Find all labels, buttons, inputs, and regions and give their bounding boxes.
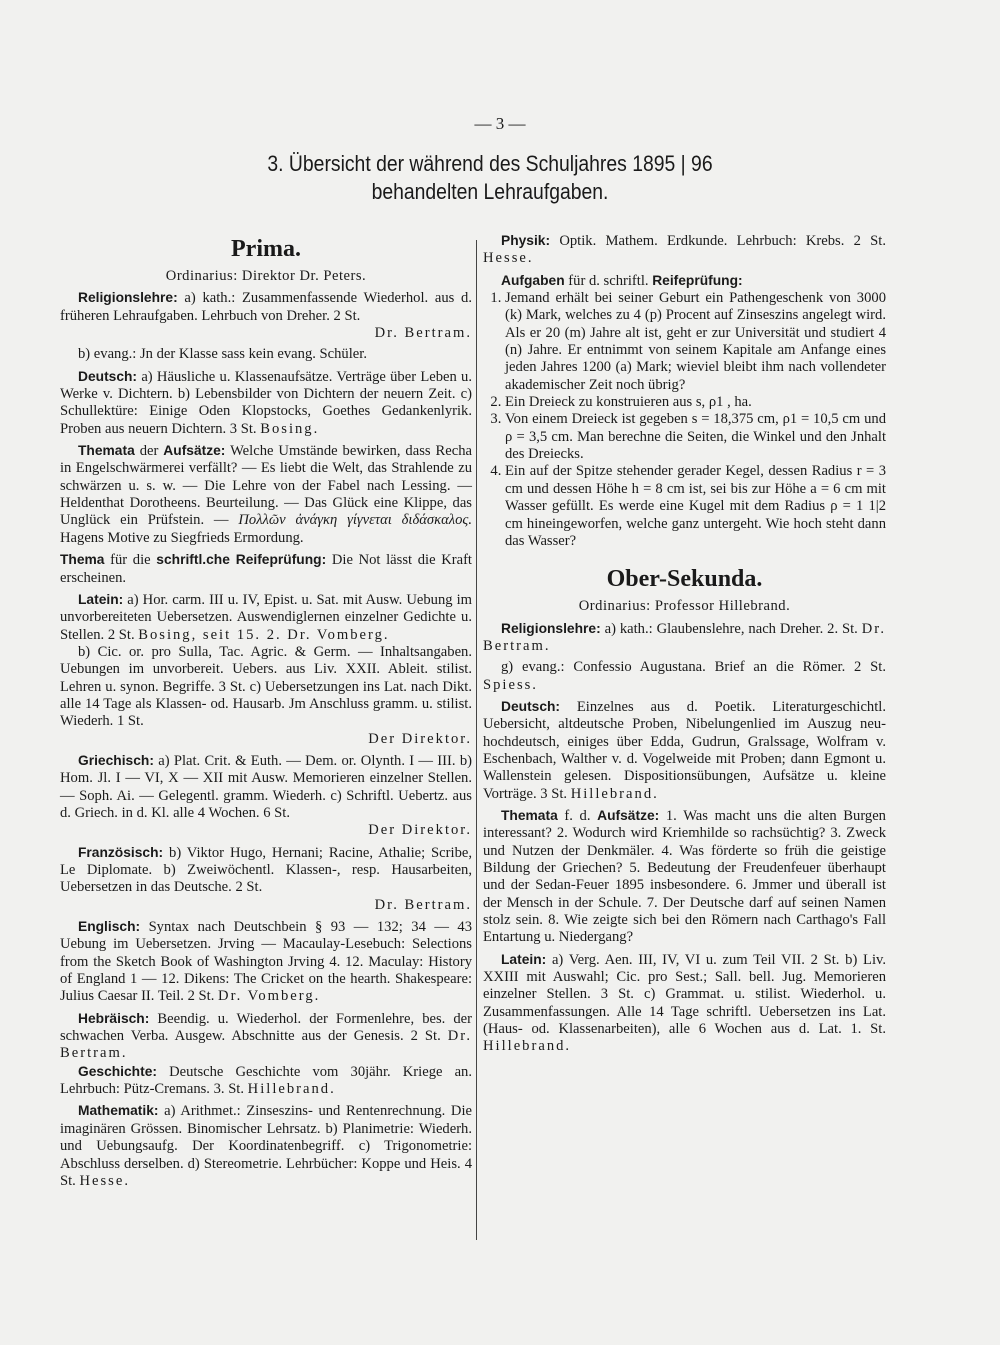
os-themata-label-2: Aufsätze: [597,807,660,823]
os-religion-teacher: Dr. Bertram. [483,620,886,654]
page-title-line-2: behandelten Lehraufgaben. [371,179,609,204]
themata-label: Themata [78,443,135,459]
ober-sekunda-ordinarius: Ordinarius: Professor Hillebrand. [578,598,791,615]
reife-thema-label-a: Thema [60,552,105,568]
os-evang-text: g) evang.: Confessio Augustana. Brief an die Römer. 2 St. [501,659,886,676]
os-themata-text: 1. Was macht uns die alten Burgen interessant? 2. Wodurch wird Kriemhilde so rachsüchtig? 3. Zweck und Nutzen der Denkmäler. 4. Was förderte so früh die geistige Bildung der Griechen? 5. Bedeutung der Freudenfeuer überhaupt und der Sedan-Feuer 1895 insbesondere. 6. Jmmer und überall ist der Mensch in der Schule. 7. Der Deutsche darf auf seinen Namen stolz sein. 8. Wie zeigte sich bei den Römern nach Carthago's Fall Entartung u. Niedergang? [483,807,886,946]
prima-geschichte [60,1063,472,1099]
prima-englisch [60,918,472,1006]
englisch-label: Englisch: [78,919,141,935]
mathematik-label: Mathematik: [78,1103,159,1119]
themata-greek: Πολλῶν ἀνάγκη γίγνεται διδάσκαλος. [238,512,472,529]
prima-aufgaben-heading [483,272,886,290]
prima-griechisch [60,752,472,822]
prima-hebraeisch [60,1010,472,1063]
reife-thema-label-b: für die [110,552,151,569]
os-deutsch-label: Deutsch: [501,698,561,714]
prima-heading: Prima. [231,236,301,262]
franzoesisch-text: b) Viktor Hugo, Hernani; Racine, Athalie; Scribe, Le Diplomate. b) Zweiwöchentl. Klassen-, resp. Hausarbeiten, Uebersetzen in das Deutsche. 2 St. [60,844,472,896]
prima-religion [60,289,472,325]
os-religion-label: Religionslehre: [501,620,601,636]
os-religion-evang [483,659,886,694]
aufgaben-list [483,290,886,550]
page-title [147,150,833,206]
page-title-line-1: 3. Übersicht der während des Schuljahres 1895 | 96 [267,151,713,176]
prima-latein [60,591,472,644]
aufgaben-label-plain: für d. schriftl. [568,272,649,289]
latein-text: a) Hor. carm. III u. IV, Epist. u. Sat. mit Ausw. Uebung im unvorbereiteten Uebersetzen. Auswendiglernen einzelner Gedichte u. Stellen. 2 St. [60,591,472,643]
deutsch-label: Deutsch: [78,368,138,384]
reife-thema-label-c: schriftl.che Reifeprüfung: [156,552,327,568]
physik-label: Physik: [501,233,551,248]
prima-reife-thema [60,551,472,587]
themata-label-mid: der [139,443,159,460]
reife-thema-text: Die Not lässt die Kraft erscheinen. [60,552,472,586]
religion-evang: b) evang.: Jn der Klasse sass kein evang. Schüler. [78,346,367,363]
os-themata [483,807,886,947]
geschichte-text: Deutsche Geschichte vom 30jähr. Kriege an. Lehrbuch: Pütz-Cremans. 3. St. [60,1063,472,1098]
prima-franzoesisch [60,844,472,897]
griechisch-teacher: Der Direktor. [368,822,472,839]
religion-text: a) kath.: Zusammenfassende Wiederhol. aus d. früheren Lehraufgaben. Lehrbuch von Dreher. 2 St. [60,290,472,324]
ober-sekunda-heading: Ober-Sekunda. [606,566,763,593]
os-latein-text: a) Verg. Aen. III, IV, VI u. zum Teil VII. 2 St. b) Liv. XXIII mit Auswahl; Cic. pro Sest.; Sall. bell. Jug. Memorieren einzelner Stellen. 3 St. c) Grammat. u. stilist. Wiederhol. u. Zusammenfassungen. Alle 14 Tage schriftl. Uebersetzen ins Lat. (Haus- od. Klassenarbeiten), alle 6 Wochen aus d. Lat. 1. St. [483,951,886,1038]
prima-physik [483,232,886,268]
latein-label: Latein: [78,591,124,607]
os-latein-teacher: Hillebrand. [483,1038,572,1055]
os-latein [483,951,886,1056]
os-themata-label-plain: f. d. [564,807,591,824]
physik-teacher: Hesse. [483,250,534,267]
themata-label-bold: Aufsätze: [163,443,226,459]
prima-deutsch [60,368,472,438]
latein-teacher-2: Der Direktor. [368,730,472,747]
franzoesisch-label: Französisch: [78,844,164,860]
deutsch-teacher: Bosing. [260,420,320,437]
prima-themata [60,442,472,547]
left-column [60,232,472,1190]
themata-text-2: Hagens Motive zu Siegfrieds Ermordung. [60,529,304,546]
geschichte-teacher: Hillebrand. [247,1081,336,1098]
aufgabe-4: 4. Ein auf der Spitze stehender gerader Kegel, dessen Radius r = 3 cm und dessen Höhe h = 8 cm ist, sei bis zur Höhe a = 6 cm mit Wasser gefüllt. Es werde eine Kugel mit dem Radius ρ = 1 1|2 cm hineingeworfen, welche ganz untergeht. Wie hoch steht dann das Wasser? [505,463,886,550]
latein-text-b: b) Cic. or. pro Sulla, Tac. Agric. & Germ. — Inhaltsangaben. Uebungen im unvorbereit. Uebers. aus Liv. XXII. Ableit. stilist. Lehren u. synon. Begriffe. 3 St. c) Uebersetzungen ins Lat. nach Dikt. alle 14 Tage als Klassen- od. Hausarb. Jm Anschluss gramm. u. stilist. Wiederh. 1 St. [60,643,472,730]
os-latein-label: Latein: [501,951,547,967]
aufgabe-3: 3. Von einem Dreieck ist gegeben s = 18,375 cm, ρ1 = 10,5 cm und ρ = 3,5 cm. Man berechne die Seiten, die Winkel und den Jnhalt des Dreiecks. [505,411,886,463]
os-religion [483,620,886,656]
franzoesisch-teacher: Dr. Bertram. [374,896,472,913]
prima-ordinarius: Ordinarius: Direktor Dr. Peters. [165,268,367,284]
aufgaben-label-1: Aufgaben [501,272,565,288]
geschichte-label: Geschichte: [78,1063,157,1079]
physik-text: Optik. Mathem. Erdkunde. Lehrbuch: Krebs. 2 St. [559,233,886,249]
os-evang-teacher: Spiess. [483,676,538,693]
griechisch-text: a) Plat. Crit. & Euth. — Dem. or. Olynth. I — III. b) Hom. Jl. I — VI, X — XII mit Ausw. Memorieren einzelner Stellen. — Soph. Ai. — Gelegentl. gramm. Wiederh. c) Schriftl. Uebertz. aus d. Griech. in d. Kl. alle 4 Wochen. 6 St. [60,752,472,821]
hebraeisch-text: Beendig. u. Wiederhol. der Formenlehre, bes. der schwachen Verba. Ausgew. Abschnitte aus der Genesis. 2 St. [60,1010,472,1045]
englisch-text: Syntax nach Deutschbein § 93 — 132; 34 — 43 Uebung im Uebersetzen. Jrving — Macaulay-Lesebuch: Selections from the Sketch Book of Washington Jrving 4. 12. Maculay: History of England 1 — 12. Dikens: The Cricket on the hearth. Shakespeare: Julius Caesar II. Teil. 2 St. [60,919,472,1005]
themata-text: Welche Umstände bewirken, dass Recha in Engelschwärmerei verfällt? — Es liebt die Welt, das Strahlende zu schwärzen u. s. w. — Die Lehre von der Fabel nach Lessing. — Heldenthat Dorotheens. Beurteilung. — Das Glück eine Klippe, das Unglück ein Prüfstein. — [60,443,472,529]
page-number: — 3 — [474,114,526,133]
religion-label: Religionslehre: [78,290,178,306]
os-deutsch-text: Einzelnes aus d. Poetik. Literaturgeschichtl. Uebersicht, altdeutsche Proben, Nibelungenlied im Auszug neu-hochdeutsch, einiges über Edda, Gudrun, Gralssage, Wolfram v. Eschenbach, Walther v. d. Vogelweide mit Proben; dann Egmont u. Wallenstein gelesen. Dispositionsübungen, Aufsätze u. kleine Vorträge. 3 St. [483,698,886,802]
religion-teacher: Dr. Bertram. [374,325,472,342]
mathematik-teacher: Hesse. [79,1172,130,1189]
right-column [483,232,886,1056]
deutsch-text: a) Häusliche u. Klassenaufsätze. Verträge über Leben u. Werke v. Dichtern. b) Lebensbilder von Dichtern der neuern Zeit. c) Schullektüre: Einige Oden Klopstocks, Goethes Gedankenlyrik. Proben aus neuern Dichtern. 3 St. [60,368,473,437]
prima-mathematik [60,1102,472,1190]
englisch-teacher: Dr. Vomberg. [218,988,321,1005]
aufgabe-2: 2. Ein Dreieck zu konstruieren aus s, ρ1 , ha. [505,394,886,411]
os-themata-label-1: Themata [501,807,558,823]
griechisch-label: Griechisch: [78,752,154,768]
aufgaben-label-2: Reifeprüfung: [652,272,743,288]
hebraeisch-teacher: Dr. Bertram. [60,1028,472,1062]
os-deutsch-teacher: Hillebrand. [570,785,659,802]
latein-teacher-1: Bosing, seit 15. 2. Dr. Vomberg. [138,626,390,643]
hebraeisch-label: Hebräisch: [78,1010,150,1026]
os-deutsch [483,698,886,803]
mathematik-text: a) Arithmet.: Zinseszins- und Rentenrechnung. Die imaginären Grössen. Binomischer Lehrsatz. b) Planimetrie: Wiederh. und Uebungsaufg. Der Koordinatenbegriff. c) Trigonometrie: Abschluss derselben. d) Stereometrie. Lehrbücher: Koppe und Heis. 4 St. [60,1103,472,1189]
os-religion-text: a) kath.: Glaubenslehre, nach Dreher. 2. St. [604,620,858,637]
aufgabe-1: 1. Jemand erhält bei seiner Geburt ein Pathengeschenk von 3000 (k) Mark, welches zu 4 (p) Procent auf Zinseszins angelegt wird. Als er 20 (m) Jahre alt ist, geht er zur Universität und studiert 4 (n) Jahre. Er entnimmt von seinem Kapitale am Anfange eines jeden Jahres 1200 (a) Mark; wieviel bleibt ihm nach vollendeter akademischer Zeit noch übrig? [505,290,886,394]
column-divider [476,240,477,1240]
